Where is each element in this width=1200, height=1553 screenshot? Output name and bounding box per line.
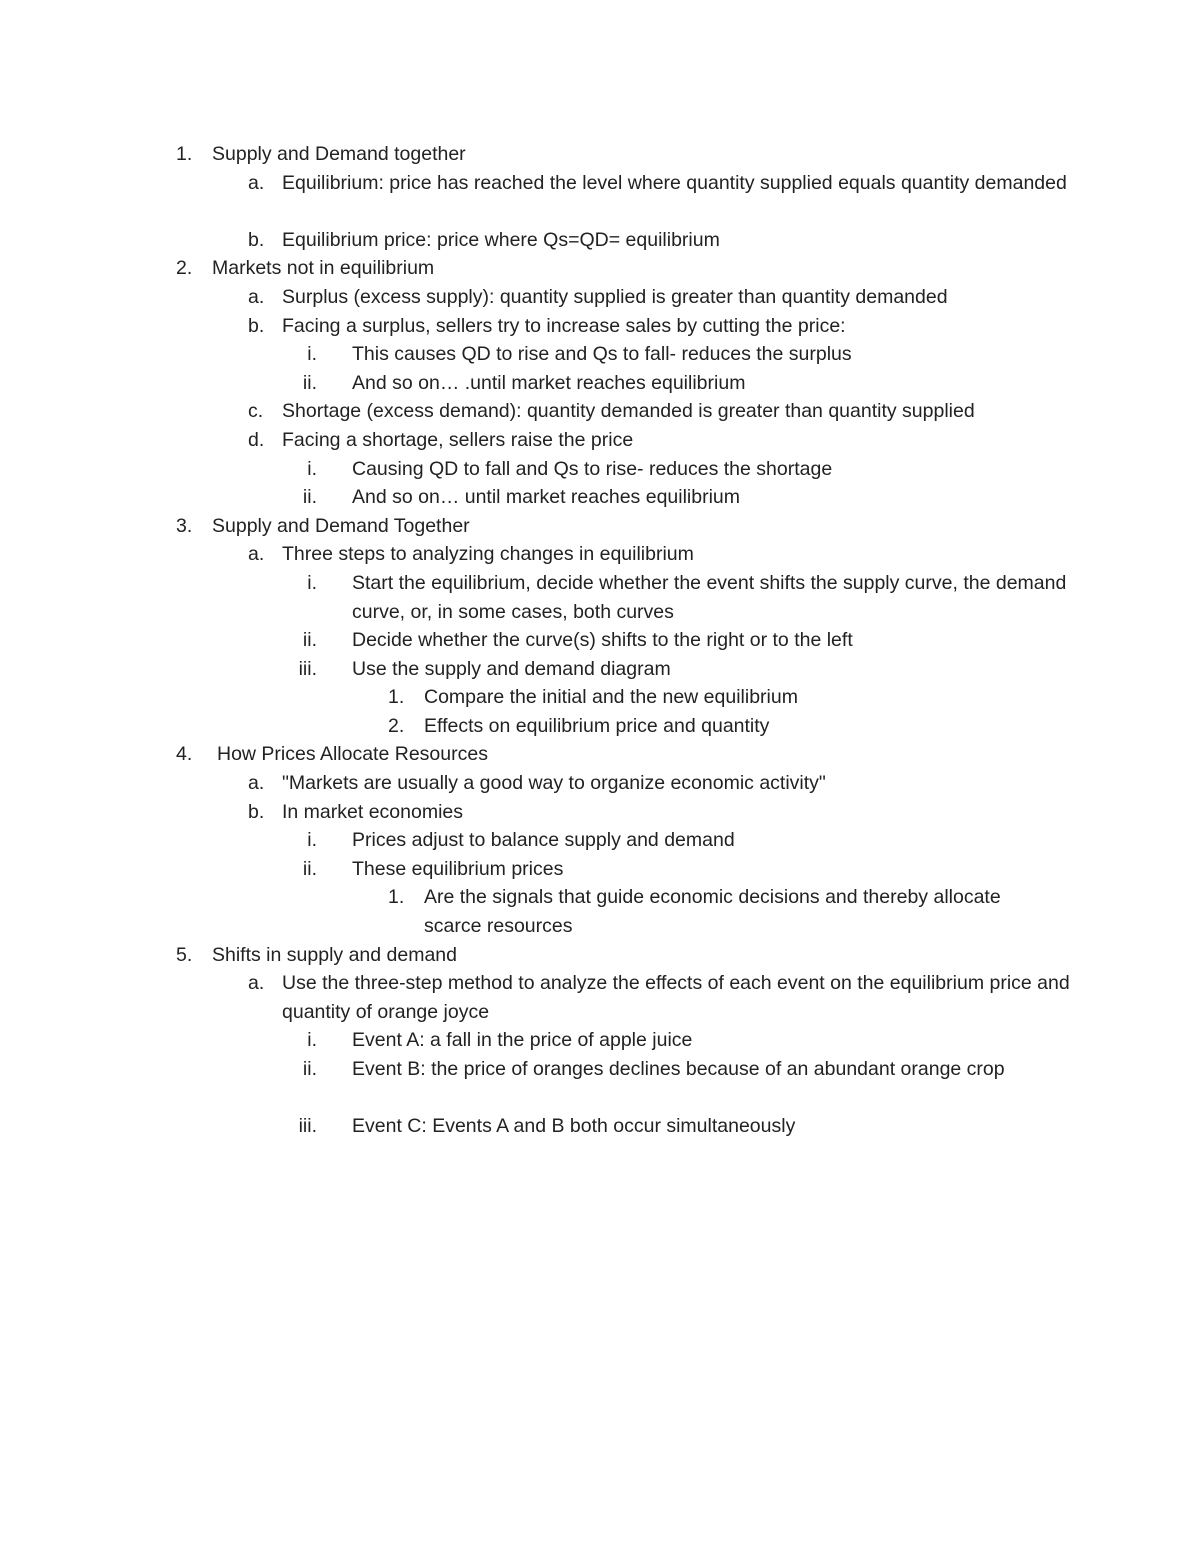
list-item-text: Effects on equilibrium price and quantity bbox=[424, 714, 770, 737]
list-marker: 1. bbox=[388, 886, 405, 909]
list-item bbox=[0, 312, 1200, 341]
list-marker: 1. bbox=[176, 143, 193, 165]
list-marker: ii. bbox=[302, 486, 317, 509]
list-marker: a. bbox=[248, 285, 265, 308]
list-item bbox=[0, 769, 1200, 798]
list-item bbox=[0, 941, 1200, 970]
list-marker: 3. bbox=[176, 514, 193, 537]
list-marker: b. bbox=[248, 314, 265, 337]
list-item-text: Decide whether the curve(s) shifts to the right or to the left bbox=[352, 629, 853, 652]
list-item-text: This causes QD to rise and Qs to fall- reduces the surplus bbox=[352, 343, 852, 366]
list-item bbox=[0, 626, 1200, 655]
list-item-text: Shortage (excess demand): quantity demanded is greater than quantity supplied bbox=[282, 400, 975, 423]
list-item-text: Causing QD to fall and Qs to rise- reduces the shortage bbox=[352, 457, 833, 480]
list-item-text: Markets not in equilibrium bbox=[212, 257, 435, 280]
list-marker: d. bbox=[248, 428, 265, 451]
list-item-text: Equilibrium price: price where Qs=QD= equilibrium bbox=[282, 228, 720, 251]
list-item bbox=[0, 369, 1200, 398]
list-item bbox=[0, 712, 1200, 741]
list-item-text: Three steps to analyzing changes in equilibrium bbox=[282, 543, 694, 566]
list-item-text: Supply and Demand Together bbox=[212, 514, 470, 537]
list-item bbox=[0, 540, 1200, 569]
list-item-text: And so on… until market reaches equilibrium bbox=[352, 486, 741, 509]
list-marker: a. bbox=[248, 543, 265, 566]
list-item bbox=[0, 1112, 1200, 1141]
list-marker: i. bbox=[307, 1029, 317, 1052]
list-marker: b. bbox=[248, 800, 265, 823]
list-item-text: In market economies bbox=[282, 800, 463, 823]
list-item-text: Event C: Events A and B both occur simultaneously bbox=[352, 1115, 796, 1138]
list-marker: i. bbox=[307, 343, 317, 366]
list-item-text: Shifts in supply and demand bbox=[212, 943, 457, 966]
list-item bbox=[0, 397, 1200, 426]
list-item bbox=[0, 426, 1200, 455]
list-marker: a. bbox=[248, 772, 265, 795]
list-item-text: Compare the initial and the new equilibrium bbox=[424, 686, 798, 709]
list-marker: ii. bbox=[302, 1058, 317, 1080]
list-item bbox=[0, 226, 1200, 255]
list-item bbox=[0, 455, 1200, 484]
list-marker: 4. bbox=[176, 743, 193, 766]
list-item-text: These equilibrium prices bbox=[352, 857, 564, 880]
list-marker: a. bbox=[248, 171, 265, 194]
list-marker: iii. bbox=[298, 657, 317, 680]
list-item bbox=[0, 826, 1200, 855]
list-item-text: Use the supply and demand diagram bbox=[352, 657, 671, 680]
list-item-text: Facing a surplus, sellers try to increase sales by cutting the price: bbox=[282, 314, 846, 337]
list-item-text: Use the three-step method to analyze the effects of each event on the equilibrium price and quantity of orange joyce bbox=[282, 972, 1070, 1023]
list-item-text: Surplus (excess supply): quantity supplied is greater than quantity demanded bbox=[282, 285, 948, 308]
list-item bbox=[0, 169, 1200, 226]
list-item bbox=[0, 283, 1200, 312]
list-item bbox=[0, 512, 1200, 541]
list-marker: 1. bbox=[388, 686, 405, 709]
list-marker: i. bbox=[307, 829, 317, 852]
outline-list bbox=[0, 140, 1200, 1141]
list-item bbox=[0, 740, 1200, 769]
list-item bbox=[0, 1026, 1200, 1055]
list-marker: 5. bbox=[176, 943, 193, 966]
list-marker: i. bbox=[307, 571, 317, 594]
list-marker: iii. bbox=[298, 1115, 317, 1138]
list-item bbox=[0, 483, 1200, 512]
list-item-text: How Prices Allocate Resources bbox=[217, 743, 488, 766]
list-item bbox=[0, 855, 1200, 884]
list-marker: c. bbox=[248, 400, 264, 423]
list-item bbox=[0, 1055, 1200, 1112]
list-item bbox=[0, 683, 1200, 712]
list-item-text: "Markets are usually a good way to organize economic activity" bbox=[282, 772, 826, 795]
list-item-text: Equilibrium: price has reached the level where quantity supplied equals quantity demanded bbox=[282, 171, 1067, 194]
list-item-text: Event B: the price of oranges declines because of an abundant orange crop bbox=[352, 1058, 1005, 1080]
list-item-text: Event A: a fall in the price of apple juice bbox=[352, 1029, 693, 1052]
list-item bbox=[0, 883, 1200, 940]
list-marker: ii. bbox=[302, 629, 317, 652]
list-item bbox=[0, 140, 1200, 169]
list-marker: 2. bbox=[176, 257, 193, 280]
list-marker: b. bbox=[248, 228, 265, 251]
list-item bbox=[0, 340, 1200, 369]
list-marker: 2. bbox=[388, 714, 405, 737]
list-marker: ii. bbox=[302, 371, 317, 394]
list-marker: ii. bbox=[302, 857, 317, 880]
list-item-text: Prices adjust to balance supply and demand bbox=[352, 829, 735, 852]
list-item-text: Supply and Demand together bbox=[212, 143, 466, 165]
list-item bbox=[0, 569, 1200, 626]
list-item-text: Facing a shortage, sellers raise the price bbox=[282, 428, 634, 451]
list-item-text: Are the signals that guide economic decisions and thereby allocate scarce resources bbox=[424, 886, 1001, 938]
list-item-text: And so on… .until market reaches equilibrium bbox=[352, 371, 746, 394]
list-marker: i. bbox=[307, 457, 317, 480]
list-item bbox=[0, 655, 1200, 684]
list-item bbox=[0, 969, 1200, 1026]
list-marker: a. bbox=[248, 972, 265, 995]
list-item bbox=[0, 254, 1200, 283]
list-item-text: Start the equilibrium, decide whether the event shifts the supply curve, the demand curve, or, in some cases, both curves bbox=[352, 571, 1067, 623]
list-item bbox=[0, 798, 1200, 827]
